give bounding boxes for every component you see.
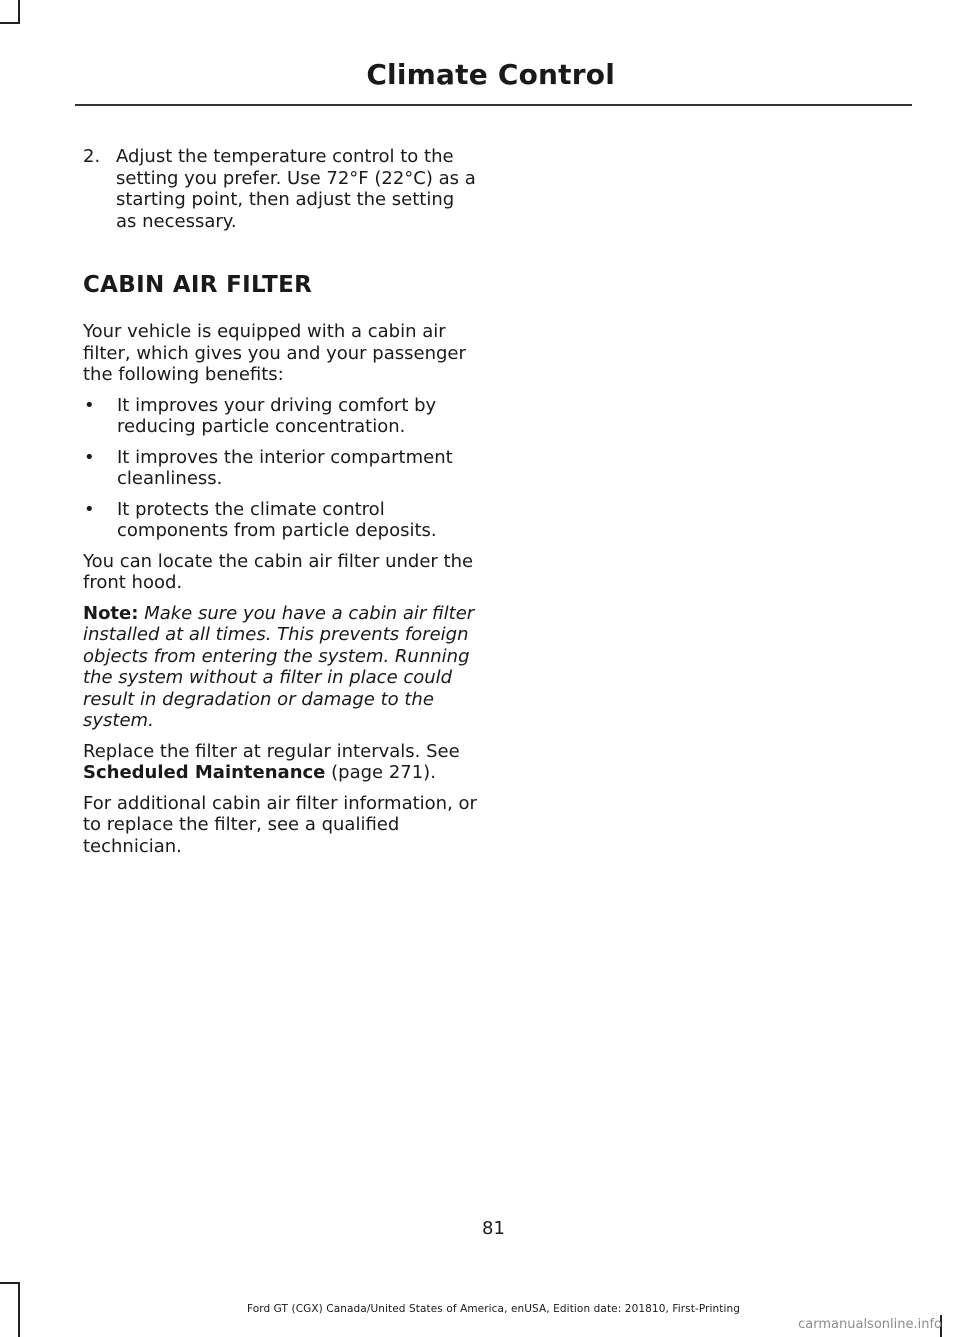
page-number: 81 [482,1218,505,1239]
crop-mark-top-left-vertical [18,0,20,22]
additional-paragraph: For additional cabin air filter information, or to replace the filter, see a qualified technician. [83,792,477,857]
scheduled-maintenance-link[interactable]: Scheduled Maintenance [83,762,326,783]
replace-paragraph [83,741,478,784]
bullet-text: It improves the interior compartment cleanliness. [117,446,453,489]
replace-prefix: Replace the filter at regular intervals. See [83,740,460,762]
step-number: 2. [83,146,101,167]
list-item [83,447,478,490]
step-text: Adjust the temperature control to the setting you prefer. Use 72°F (22°C) as a starting point, then adjust the setting as necessary. [116,146,476,232]
list-item [83,395,478,438]
list-item [83,499,478,542]
numbered-step-2 [83,146,478,232]
note-paragraph [83,603,478,732]
crop-mark-top-left-horizontal [0,22,20,24]
replace-suffix: (page 271). [325,762,436,783]
section-heading: CABIN AIR FILTER [83,272,313,298]
intro-paragraph: Your vehicle is equipped with a cabin air filter, which gives you and your passenger the following benefits: [83,321,466,385]
bullet-glyph: • [84,446,95,468]
bullet-glyph: • [84,394,95,416]
main-content [83,146,478,866]
page-header-title: Climate Control [366,58,615,91]
watermark: carmanualsonline.info [798,1317,942,1332]
locate-paragraph: You can locate the cabin air filter under the front hood. [83,550,474,593]
crop-mark-bottom-left-horizontal [0,1282,20,1284]
benefits-list [83,395,478,542]
note-label: Note: [83,602,139,624]
bullet-glyph: • [84,498,95,520]
page-footer: Ford GT (CGX) Canada/United States of America, enUSA, Edition date: 201810, First-Printing [246,1303,741,1315]
bullet-text: It improves your driving comfort by reducing particle concentration. [117,394,437,437]
header-rule [75,104,912,106]
bullet-text: It protects the climate control components from particle deposits. [117,498,437,541]
note-text: Make sure you have a cabin air filter installed at all times. This prevents foreign objects from entering the system. Running the system without a filter in place could result in degradation or damage to the system. [83,602,475,731]
